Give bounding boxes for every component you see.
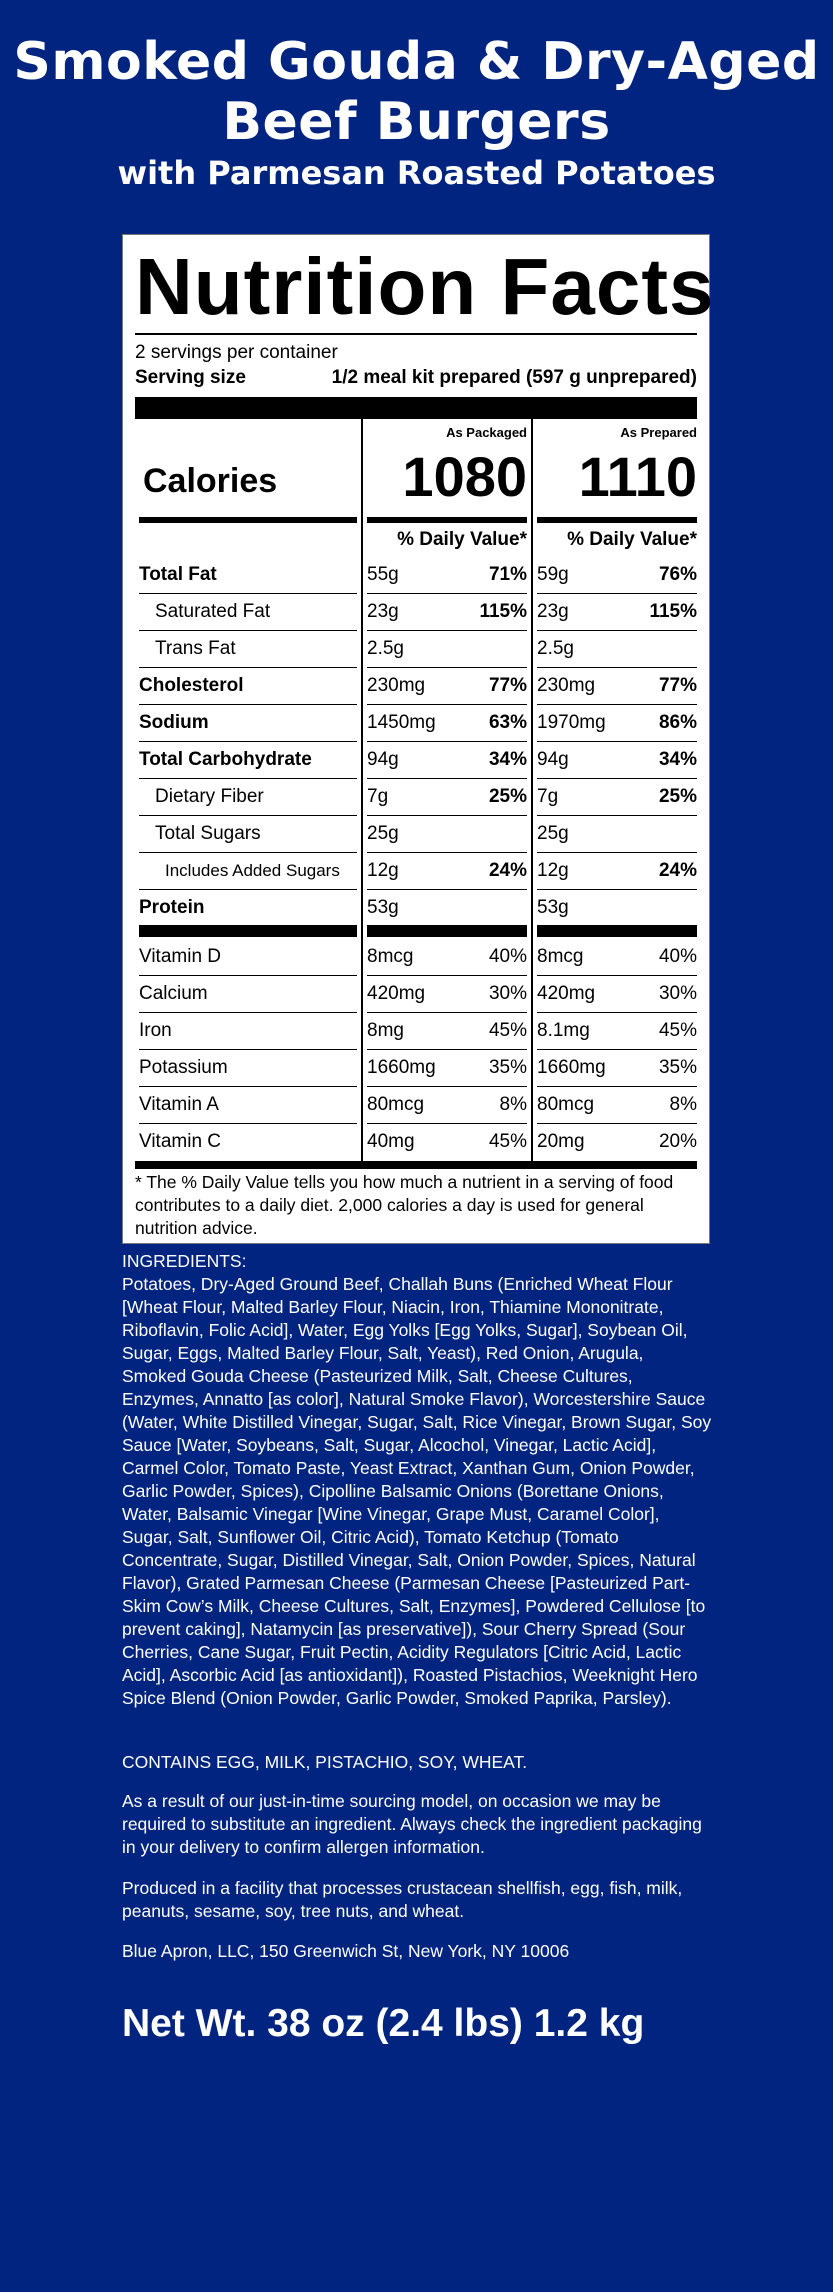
- product-subtitle: with Parmesan Roasted Potatoes: [117, 154, 716, 192]
- thick-divider: [367, 517, 527, 523]
- prepared-amount: 94g: [537, 749, 569, 770]
- prepared-dv: [607, 816, 697, 852]
- servings-per-container: 2 servings per container: [135, 342, 338, 363]
- nutrient-name: Saturated Fat: [155, 601, 271, 622]
- packaged-dv: 63%: [488, 712, 527, 733]
- packaged-amount: 94g: [367, 749, 399, 770]
- nutrient-name: Dietary Fiber: [155, 786, 264, 807]
- packaged-dv: 115%: [479, 601, 527, 622]
- nutrient-name: Trans Fat: [155, 638, 236, 659]
- prepared-amount: 23g: [537, 601, 569, 622]
- prepared-dv: 77%: [658, 675, 697, 696]
- prepared-amount: 8mcg: [537, 946, 584, 967]
- prepared-dv: 86%: [658, 712, 697, 733]
- prepared-dv: 34%: [658, 749, 697, 770]
- packaged-dv: 24%: [488, 860, 527, 881]
- prepared-amount: 20mg: [537, 1131, 585, 1152]
- net-weight: Net Wt. 38 oz (2.4 lbs) 1.2 kg: [122, 2002, 645, 2045]
- packaged-dv: 45%: [488, 1020, 527, 1041]
- nutrient-row: [123, 705, 711, 742]
- packaged-amount: 2.5g: [367, 638, 404, 659]
- thick-divider: [537, 925, 697, 937]
- nutrient-name: Total Fat: [139, 564, 217, 585]
- packaged-dv: [437, 631, 527, 667]
- prepared-dv: 8%: [669, 1094, 697, 1115]
- packaged-dv: [437, 816, 527, 852]
- thick-divider: [367, 925, 527, 937]
- calories-packaged: 1080: [402, 445, 527, 508]
- nutrition-facts-heading: Nutrition Facts: [135, 242, 715, 331]
- thick-divider: [135, 397, 697, 419]
- product-title: Smoked Gouda & Dry-Aged Beef Burgers: [13, 32, 820, 152]
- packaged-amount: 25g: [367, 823, 399, 844]
- prepared-amount: 25g: [537, 823, 569, 844]
- prepared-amount: 2.5g: [537, 638, 574, 659]
- nutrient-name: Potassium: [139, 1057, 228, 1078]
- packaged-amount: 40mg: [367, 1131, 415, 1152]
- prepared-amount: 53g: [537, 897, 569, 918]
- prepared-dv: 25%: [658, 786, 697, 807]
- prepared-dv: 76%: [658, 564, 697, 585]
- packaged-dv: 35%: [488, 1057, 527, 1078]
- thick-divider: [135, 1161, 697, 1169]
- prepared-amount: 7g: [537, 786, 559, 807]
- packaged-amount: 23g: [367, 601, 399, 622]
- nutrient-name: Vitamin D: [139, 946, 222, 967]
- vitamin-row: [123, 1087, 711, 1124]
- nutrient-row: [123, 853, 711, 890]
- prepared-amount: 230mg: [537, 675, 596, 696]
- packaged-amount: 12g: [367, 860, 399, 881]
- nutrient-name: Sodium: [139, 712, 209, 733]
- allergen-contains: CONTAINS EGG, MILK, PISTACHIO, SOY, WHEAT.: [122, 1752, 528, 1772]
- prepared-amount: 59g: [537, 564, 569, 585]
- facility-notice: Produced in a facility that processes crustacean shellfish, egg, fish, milk, peanuts, sesame, soy, tree nuts, and wheat.: [122, 1878, 683, 1921]
- nutrient-row: [123, 816, 711, 853]
- packaged-amount: 8mg: [367, 1020, 404, 1041]
- serving-size-label: Serving size: [135, 367, 246, 388]
- prepared-amount: 1660mg: [537, 1057, 606, 1078]
- packaged-dv: 77%: [488, 675, 527, 696]
- packaged-amount: 1660mg: [367, 1057, 436, 1078]
- nutrient-name: Vitamin A: [139, 1094, 219, 1115]
- vitamin-row: [123, 1013, 711, 1050]
- footnote: * The % Daily Value tells you how much a nutrient in a serving of food contributes to a daily diet. 2,000 calories a day is used for general nutrition advice.: [135, 1172, 674, 1238]
- packaged-amount: 55g: [367, 564, 399, 585]
- prepared-dv: [607, 631, 697, 667]
- packaged-amount: 53g: [367, 897, 399, 918]
- nutrient-name: Protein: [139, 897, 205, 918]
- thick-divider: [537, 517, 697, 523]
- packaged-dv: 8%: [499, 1094, 527, 1115]
- packaged-amount: 80mcg: [367, 1094, 425, 1115]
- nutrient-name: Vitamin C: [139, 1131, 222, 1152]
- col-head-prepared: As Prepared: [620, 425, 697, 440]
- prepared-dv: 45%: [658, 1020, 697, 1041]
- divider: [135, 333, 697, 335]
- prepared-dv: 115%: [649, 601, 697, 622]
- vitamin-row: [123, 1050, 711, 1087]
- packaged-dv: 40%: [488, 946, 527, 967]
- nutrient-row: [123, 890, 711, 927]
- packaged-dv: 45%: [488, 1131, 527, 1152]
- nutrient-name: Cholesterol: [139, 675, 244, 696]
- packaged-amount: 230mg: [367, 675, 426, 696]
- col-head-packaged: As Packaged: [446, 425, 527, 440]
- packaged-amount: 420mg: [367, 983, 426, 1004]
- dv-header-prepared: % Daily Value*: [567, 529, 697, 550]
- packaged-amount: 1450mg: [367, 712, 436, 733]
- prepared-dv: 24%: [658, 860, 697, 881]
- vitamin-row: [123, 976, 711, 1013]
- nutrient-name: Iron: [139, 1020, 172, 1041]
- thick-divider: [139, 517, 357, 523]
- nutrition-facts-panel: [122, 234, 715, 1244]
- packaged-dv: 30%: [488, 983, 527, 1004]
- packaged-dv: 71%: [488, 564, 527, 585]
- nutrient-name: Total Sugars: [155, 823, 261, 844]
- prepared-amount: 420mg: [537, 983, 596, 1004]
- packaged-dv: 34%: [488, 749, 527, 770]
- prepared-dv: 30%: [658, 983, 697, 1004]
- packaged-dv: 25%: [488, 786, 527, 807]
- manufacturer-address: Blue Apron, LLC, 150 Greenwich St, New York, NY 10006: [122, 1941, 570, 1961]
- vitamin-row: [123, 1124, 711, 1161]
- nutrient-row: [123, 742, 711, 779]
- prepared-dv: 20%: [658, 1131, 697, 1152]
- dv-header-packaged: % Daily Value*: [397, 529, 527, 550]
- sourcing-notice: As a result of our just-in-time sourcing model, on occasion we may be required to substitute an ingredient. Always check the ingredient packaging in your delivery to confirm allergen information.: [122, 1791, 702, 1857]
- ingredients-text: Potatoes, Dry-Aged Ground Beef, Challah Buns (Enriched Wheat Flour [Wheat Flour, Malted Barley Flour, Niacin, Iron, Thiamine Mononitrate, Riboflavin, Folic Acid], Water, Egg Yolks [Egg Yolks, Sugar], Soybean Oil, Sugar, Eggs, Malted Barley Flour, Salt, Yeast), Red Onion, Arugula, Smoked Gouda Cheese (Pasteurized Milk, Salt, Cheese Cultures, Enzymes, Annatto [as color], Natural Smoke Flavor), Worcestershire Sauce (Water, White Distilled Vinegar, Sugar, Salt, Rice Vinegar, Brown Sugar, Soy Sauce [Water, Soybeans, Salt, Sugar, Alcochol, Vinegar, Lactic Acid], Carmel Color, Tomato Paste, Yeast Extract, Xanthan Gum, Onion Powder, Garlic Powder, Spices), Cipolline Balsamic Onions (Borettane Onions, Water, Balsamic Vinegar [Wine Vinegar, Grape Must, Caramel Color], Sugar, Salt, Sunflower Oil, Citric Acid), Tomato Ketchup (Tomato Concentrate, Sugar, Distilled Vinegar, Salt, Onion Powder, Spices, Natural Flavor), Grated Parmesan Cheese (Parmesan Cheese [Pasteurized Part-Skim Cow’s Milk, Cheese Cultures, Salt, Enzymes], Powdered Cellulose [to prevent caking], Natamycin [as preservative]), Sour Cherry Spread (Sour Cherries, Cane Sugar, Fruit Pectin, Acidity Regulators [Citric Acid, Lactic Acid], Ascorbic Acid [as antioxidant]), Roasted Pistachios, Weeknight Hero Spice Blend (Onion Powder, Garlic Powder, Smoked Paprika, Parsley).: [122, 1274, 712, 1708]
- prepared-amount: 1970mg: [537, 712, 606, 733]
- calories-prepared: 1110: [578, 445, 697, 508]
- nutrient-row: [123, 631, 711, 668]
- nutrient-row: [123, 557, 711, 594]
- thick-divider: [139, 925, 357, 937]
- packaged-amount: 7g: [367, 786, 389, 807]
- vitamin-row: [123, 939, 711, 976]
- nutrient-name: Includes Added Sugars: [165, 861, 340, 880]
- nutrient-row: [123, 594, 711, 631]
- calories-label: Calories: [143, 462, 278, 500]
- packaged-dv: [437, 890, 527, 926]
- prepared-dv: 40%: [658, 946, 697, 967]
- prepared-dv: [607, 890, 697, 926]
- nutrient-name: Calcium: [139, 983, 208, 1004]
- prepared-amount: 8.1mg: [537, 1020, 590, 1041]
- serving-size-value: 1/2 meal kit prepared (597 g unprepared): [331, 367, 697, 388]
- ingredients-heading: INGREDIENTS:: [122, 1251, 247, 1271]
- prepared-amount: 12g: [537, 860, 569, 881]
- nutrient-name: Total Carbohydrate: [139, 749, 312, 770]
- prepared-dv: 35%: [658, 1057, 697, 1078]
- prepared-amount: 80mcg: [537, 1094, 595, 1115]
- nutrient-row: [123, 668, 711, 705]
- nutrient-row: [123, 779, 711, 816]
- packaged-amount: 8mcg: [367, 946, 414, 967]
